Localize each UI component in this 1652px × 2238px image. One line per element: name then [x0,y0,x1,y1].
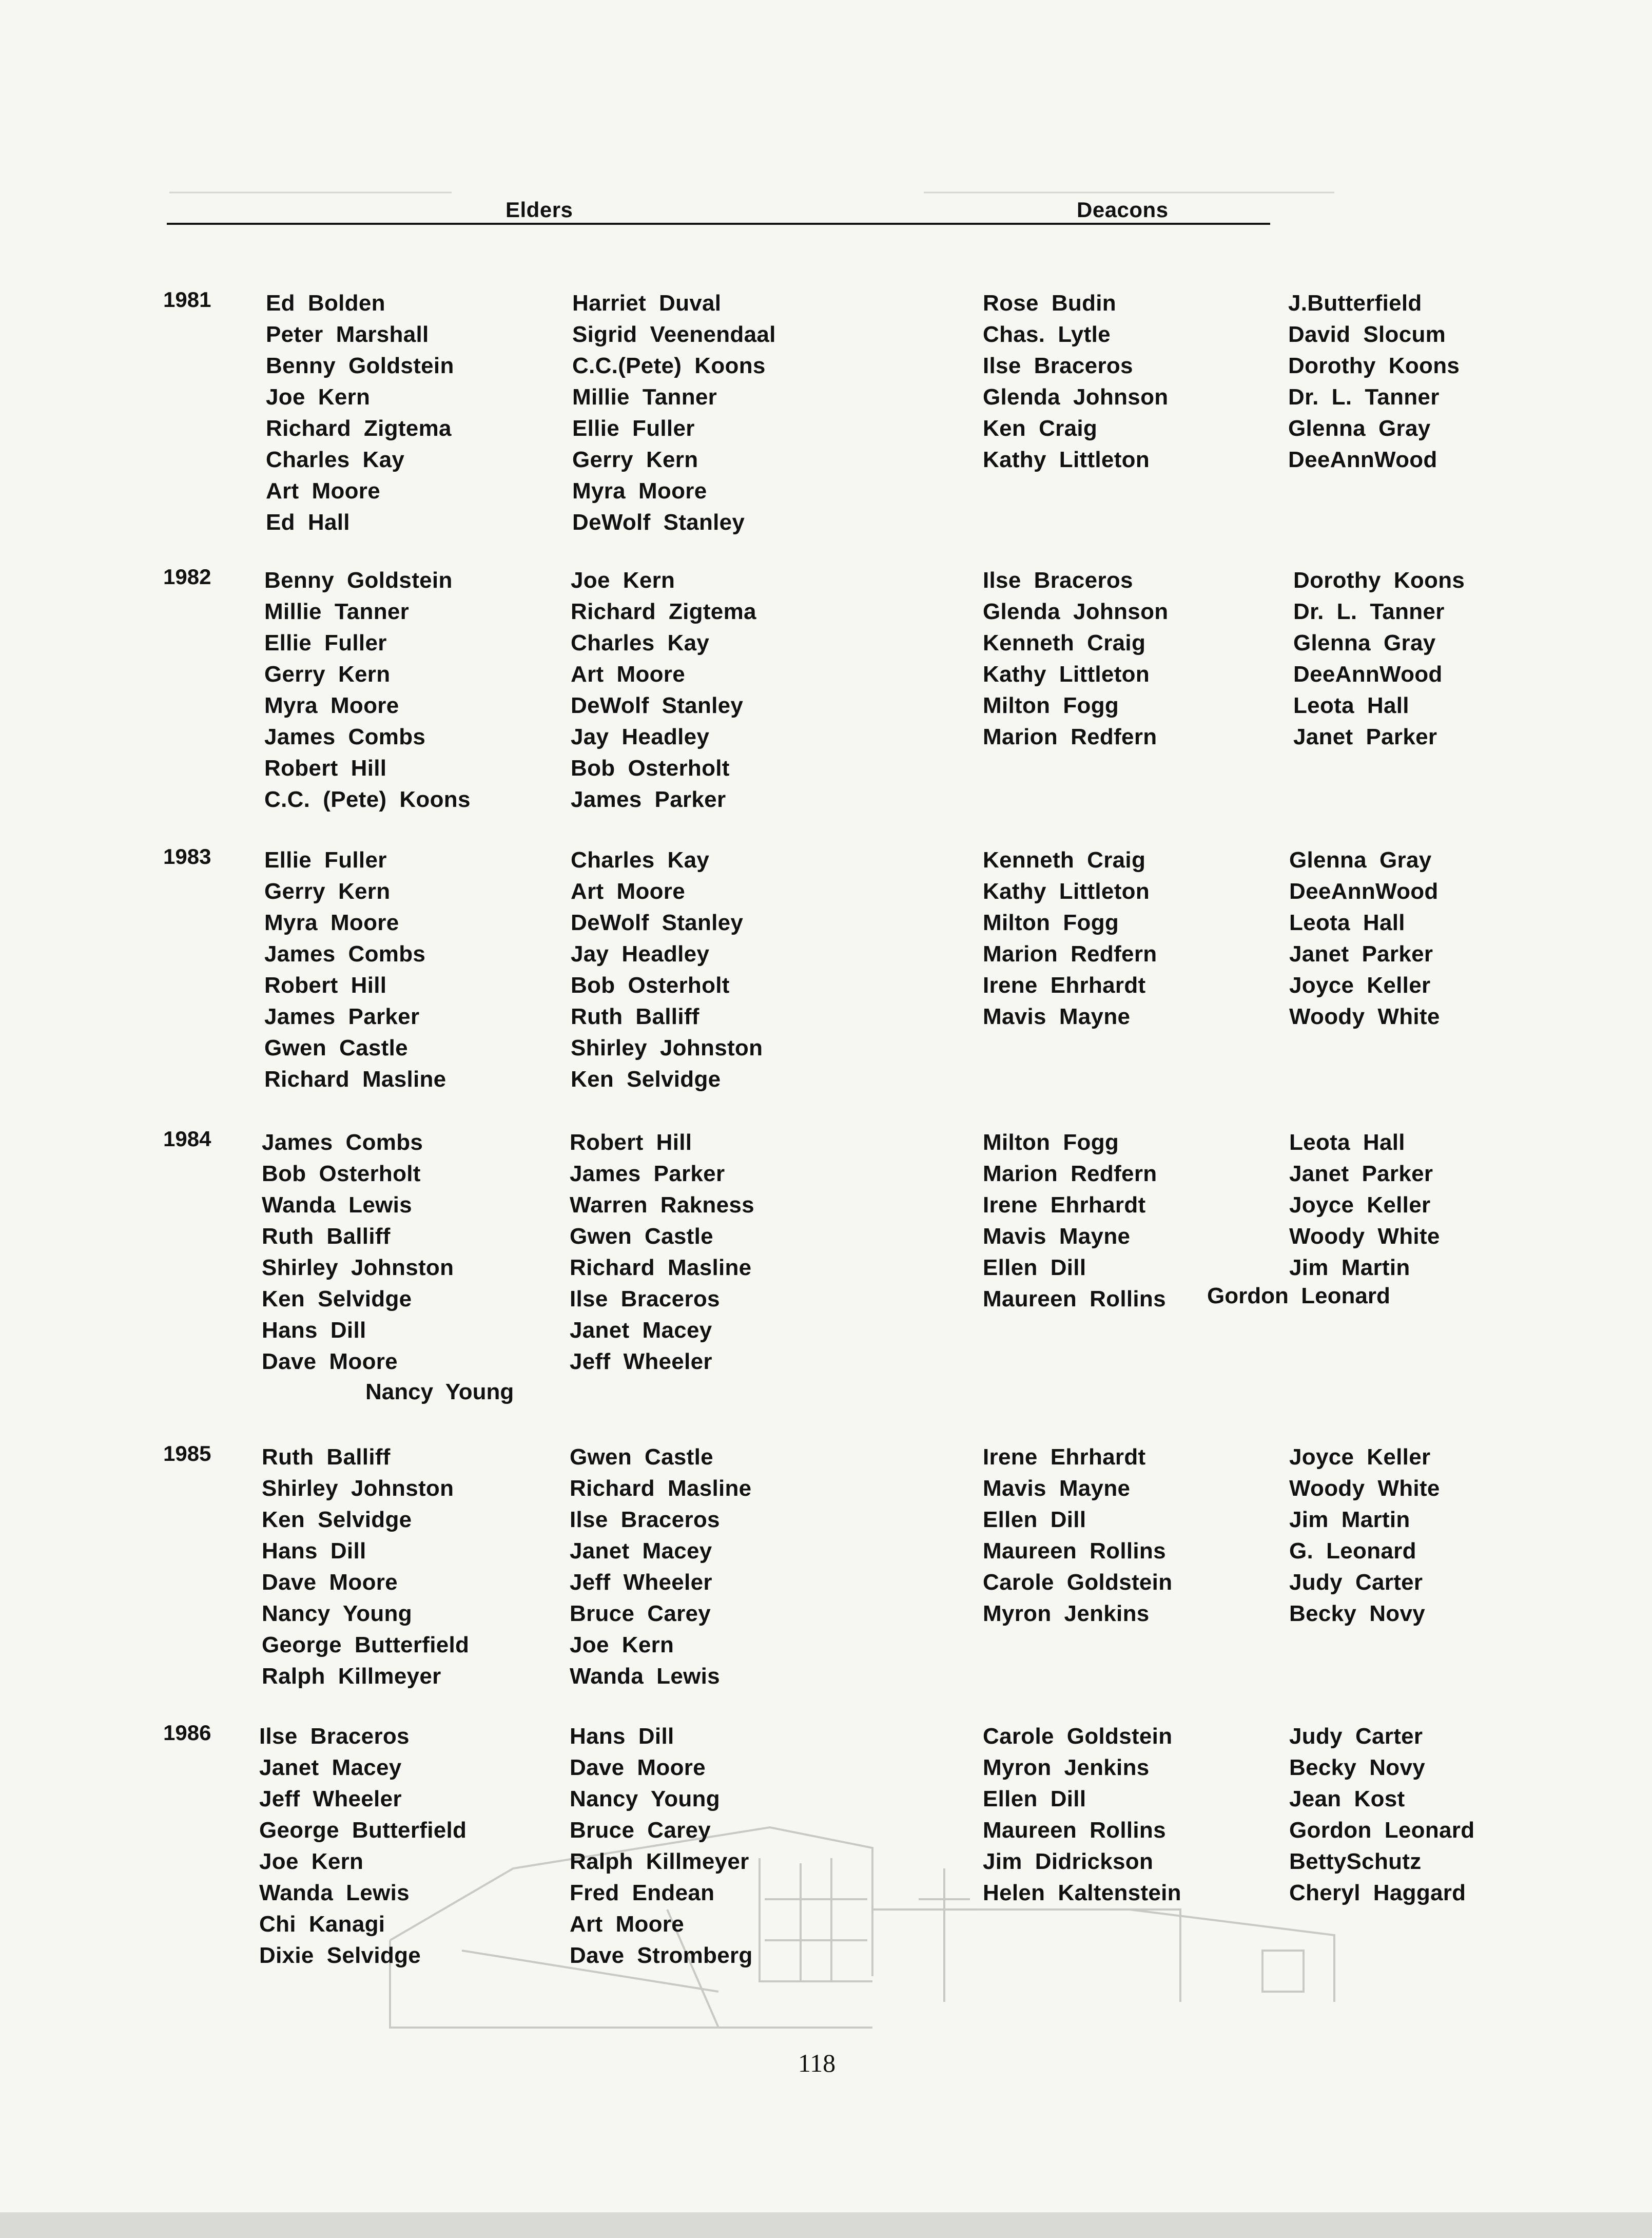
elder-name: Jeff Wheeler [259,1786,402,1811]
elder-name: Ellie Fuller [264,847,387,873]
deacons-column-1 [983,565,1168,753]
elder-name: Richard Zigtema [266,416,452,441]
elder-name: Robert Hill [264,756,387,781]
page-number: 118 [798,2049,836,2077]
deacon-name: Ellen Dill [983,1507,1086,1532]
elder-name: Myra Moore [264,910,399,935]
deacons-column-2 [1293,565,1465,753]
deacon-name: Becky Novy [1289,1601,1426,1626]
deacon-name: Dr. L. Tanner [1288,384,1440,410]
deacon-name: Kathy Littleton [983,662,1150,687]
elder-name: Gwen Castle [570,1444,713,1470]
deacon-name: Rose Budin [983,291,1116,316]
deacon-name: Leota Hall [1289,1130,1405,1155]
deacon-name: Woody White [1289,1476,1440,1501]
header-rule [167,223,1270,225]
elder-name: Gerry Kern [572,447,698,472]
elder-name: Ken Selvidge [262,1286,412,1311]
elder-name: Dave Stromberg [570,1943,753,1968]
elders-column-1 [262,1127,454,1377]
deacon-name: Milton Fogg [983,910,1119,935]
deacon-name: Glenna Gray [1289,847,1432,873]
elder-name: Peter Marshall [266,322,429,347]
elder-name: Dave Moore [262,1349,398,1374]
deacon-name: Gordon Leonard [1289,1818,1475,1843]
deacon-name: Ellen Dill [983,1255,1086,1280]
year-label: 1985 [163,1441,211,1465]
elders-column-2 [570,1441,751,1692]
elder-name: Bob Osterholt [571,756,730,781]
deacon-name: Kathy Littleton [983,879,1150,904]
deacon-name: Ellen Dill [983,1786,1086,1811]
deacon-name: BettySchutz [1289,1849,1422,1874]
deacon-name: Irene Ehrhardt [983,1444,1146,1470]
year-label: 1984 [163,1127,211,1151]
elder-name: Shirley Johnston [262,1476,454,1501]
deacon-name: Judy Carter [1289,1570,1423,1595]
elder-name: Ruth Balliff [262,1224,391,1249]
elder-name: Nancy Young [570,1786,720,1811]
year-label: 1983 [163,844,211,869]
elder-name: Joe Kern [570,1632,674,1657]
elder-name: Ilse Braceros [570,1286,720,1311]
deacon-name: Irene Ehrhardt [983,973,1146,998]
elder-name: Jay Headley [571,724,710,749]
deacon-name: Jim Martin [1289,1507,1410,1532]
deacons-column-2 [1289,1441,1440,1629]
deacon-name: Joyce Keller [1289,973,1431,998]
elder-name: Art Moore [571,662,685,687]
deacon-name: G. Leonard [1289,1538,1416,1564]
deacons-column-1 [983,287,1168,475]
elder-name: Benny Goldstein [264,568,453,593]
deacon-name: Milton Fogg [983,1130,1119,1155]
elder-name: James Combs [264,724,426,749]
elder-name: Art Moore [570,1912,684,1937]
elder-name: Jeff Wheeler [570,1570,712,1595]
elder-name: Jay Headley [571,941,710,967]
deacon-name: Mavis Mayne [983,1224,1131,1249]
elder-name: DeWolf Stanley [571,910,744,935]
elder-name: Joe Kern [266,384,371,410]
elder-name: Hans Dill [570,1724,674,1749]
elder-name: Jeff Wheeler [570,1349,712,1374]
elder-name: Robert Hill [570,1130,692,1155]
elders-column-1 [259,1721,467,1971]
deacon-name: Ken Craig [983,416,1098,441]
elder-name: Ed Hall [266,510,350,535]
elder-name: George Butterfield [259,1818,467,1843]
elder-name: Chi Kanagi [259,1912,385,1937]
deacon-name: DeeAnnWood [1288,447,1437,472]
deacons-column-1 [983,844,1157,1032]
elder-name: James Combs [264,941,426,967]
deacon-name: Carole Goldstein [983,1724,1173,1749]
elders-column-1 [266,287,454,538]
elder-name: Robert Hill [264,973,387,998]
elder-name: Bruce Carey [570,1601,711,1626]
elder-name: Shirley Johnston [571,1035,763,1060]
elder-name: Ralph Killmeyer [262,1664,441,1689]
deacon-name: Jim Didrickson [983,1849,1154,1874]
deacon-name: Joyce Keller [1289,1192,1431,1218]
deacon-name: Kenneth Craig [983,847,1146,873]
elder-name: James Parker [571,787,726,812]
elder-name: James Combs [262,1130,423,1155]
deacon-name: Maureen Rollins [983,1286,1166,1311]
year-label: 1986 [163,1721,211,1745]
deacon-name: Janet Parker [1289,1161,1433,1186]
elder-name: Janet Macey [259,1755,402,1780]
elder-name: Wanda Lewis [570,1664,720,1689]
elder-name: Janet Macey [570,1538,712,1564]
year-label: 1981 [163,287,211,312]
deacon-name: Woody White [1289,1224,1440,1249]
deacon-name: Judy Carter [1289,1724,1423,1749]
elder-name: Ed Bolden [266,291,385,316]
elder-name: Richard Masline [570,1255,752,1280]
deacon-name: DeeAnnWood [1289,879,1439,904]
year-label: 1982 [163,565,211,589]
deacon-name: Marion Redfern [983,1161,1157,1186]
deacon-name: Ilse Braceros [983,568,1133,593]
deacon-name: Glenna Gray [1288,416,1431,441]
elder-name: Bob Osterholt [262,1161,421,1186]
elder-name: Gwen Castle [264,1035,408,1060]
elder-name: Gwen Castle [570,1224,713,1249]
elder-name: Ralph Killmeyer [570,1849,749,1874]
elder-name: Bruce Carey [570,1818,711,1843]
elder-name: Ilse Braceros [570,1507,720,1532]
deacon-name: Woody White [1289,1004,1440,1029]
deacons-column-2 [1289,1127,1440,1283]
deacon-name: DeeAnnWood [1293,662,1443,687]
elder-name: DeWolf Stanley [571,693,744,718]
deacon-name-extra: Gordon Leonard [1207,1283,1390,1308]
elder-name: Ellie Fuller [264,630,387,655]
elder-name: Joe Kern [259,1849,364,1874]
deacon-name: Mavis Mayne [983,1004,1131,1029]
elder-name: Myra Moore [264,693,399,718]
elders-column-1 [264,565,471,815]
deacon-name: Dorothy Koons [1293,568,1465,593]
deacon-name: Maureen Rollins [983,1538,1166,1564]
elder-name: Art Moore [266,478,380,504]
elder-name: Wanda Lewis [262,1192,412,1218]
elder-name: Richard Masline [570,1476,752,1501]
elder-name: Warren Rakness [570,1192,754,1218]
elder-name: Ruth Balliff [262,1444,391,1470]
deacon-name: Carole Goldstein [983,1570,1173,1595]
elders-column-2 [571,844,763,1095]
elder-name: George Butterfield [262,1632,470,1657]
elder-name: Janet Macey [570,1318,712,1343]
deacon-name: Jim Martin [1289,1255,1410,1280]
elder-name: Ilse Braceros [259,1724,410,1749]
elders-column-2 [570,1127,754,1377]
elder-name: Ken Selvidge [571,1067,721,1092]
elder-name: Fred Endean [570,1880,715,1905]
deacons-column-1 [983,1127,1166,1315]
elder-name: Millie Tanner [264,599,410,624]
deacon-name: Dorothy Koons [1288,353,1460,378]
deacons-column-2 [1288,287,1460,475]
elder-name: Dave Moore [570,1755,706,1780]
deacon-name: Janet Parker [1289,941,1433,967]
elders-column-1 [264,844,446,1095]
deacon-name: Maureen Rollins [983,1818,1166,1843]
elder-name: Ellie Fuller [572,416,695,441]
elder-name: Benny Goldstein [266,353,454,378]
elder-name: Gerry Kern [264,662,391,687]
elders-column-2 [570,1721,753,1971]
elder-name: Nancy Young [262,1601,412,1626]
elder-name: Sigrid Veenendaal [572,322,776,347]
elders-column-2 [572,287,776,538]
elder-name: Hans Dill [262,1538,366,1564]
deacon-name: Marion Redfern [983,941,1157,967]
elder-name: Charles Kay [266,447,405,472]
deacon-name: Marion Redfern [983,724,1157,749]
deacon-name: Ilse Braceros [983,353,1133,378]
elder-name: Ruth Balliff [571,1004,699,1029]
deacons-column-1 [983,1721,1181,1908]
deacon-name: Joyce Keller [1289,1444,1431,1470]
elder-name: Myra Moore [572,478,707,504]
elder-name: Dixie Selvidge [259,1943,421,1968]
elder-name: Charles Kay [571,847,710,873]
deacons-column-1 [983,1441,1172,1629]
deacon-name: J.Butterfield [1288,291,1422,316]
deacon-name: Janet Parker [1293,724,1437,749]
deacon-name: Leota Hall [1293,693,1409,718]
deacon-name: Myron Jenkins [983,1601,1150,1626]
elders-column-2 [571,565,756,815]
deacon-name: David Slocum [1288,322,1446,347]
deacon-name: Helen Kaltenstein [983,1880,1181,1905]
scan-edge-band [0,2212,1652,2238]
deacon-name: Irene Ehrhardt [983,1192,1146,1218]
elder-name: Bob Osterholt [571,973,730,998]
elder-name: Wanda Lewis [259,1880,410,1905]
deacon-name: Milton Fogg [983,693,1119,718]
elder-name: Richard Zigtema [571,599,756,624]
deacon-name: Cheryl Haggard [1289,1880,1466,1905]
deacon-name: Jean Kost [1289,1786,1405,1811]
elder-name-extra: Nancy Young [365,1379,514,1404]
elder-name: Ken Selvidge [262,1507,412,1532]
deacon-name: Chas. Lytle [983,322,1111,347]
elder-name: Charles Kay [571,630,710,655]
deacon-name: Kathy Littleton [983,447,1150,472]
elder-name: Hans Dill [262,1318,366,1343]
elder-name: Art Moore [571,879,685,904]
elder-name: Richard Masline [264,1067,446,1092]
elder-name: Harriet Duval [572,291,722,316]
deacon-name: Kenneth Craig [983,630,1146,655]
elder-name: James Parker [570,1161,725,1186]
deacon-name: Mavis Mayne [983,1476,1131,1501]
deacon-name: Dr. L. Tanner [1293,599,1445,624]
elder-name: C.C.(Pete) Koons [572,353,766,378]
deacons-column-2 [1289,844,1440,1032]
elders-column-1 [262,1441,469,1692]
deacon-name: Becky Novy [1289,1755,1426,1780]
elder-name: James Parker [264,1004,420,1029]
deacon-name: Leota Hall [1289,910,1405,935]
deacons-column-2 [1289,1721,1474,1908]
elder-name: Shirley Johnston [262,1255,454,1280]
elder-name: Millie Tanner [572,384,717,410]
deacon-name: Glenna Gray [1293,630,1436,655]
elders-heading: Elders [506,198,573,222]
elder-name: C.C. (Pete) Koons [264,787,471,812]
elder-name: DeWolf Stanley [572,510,745,535]
deacon-name: Glenda Johnson [983,599,1169,624]
deacons-heading: Deacons [1077,198,1169,222]
elder-name: Dave Moore [262,1570,398,1595]
deacon-name: Glenda Johnson [983,384,1169,410]
elder-name: Joe Kern [571,568,675,593]
deacon-name: Myron Jenkins [983,1755,1150,1780]
elder-name: Gerry Kern [264,879,391,904]
